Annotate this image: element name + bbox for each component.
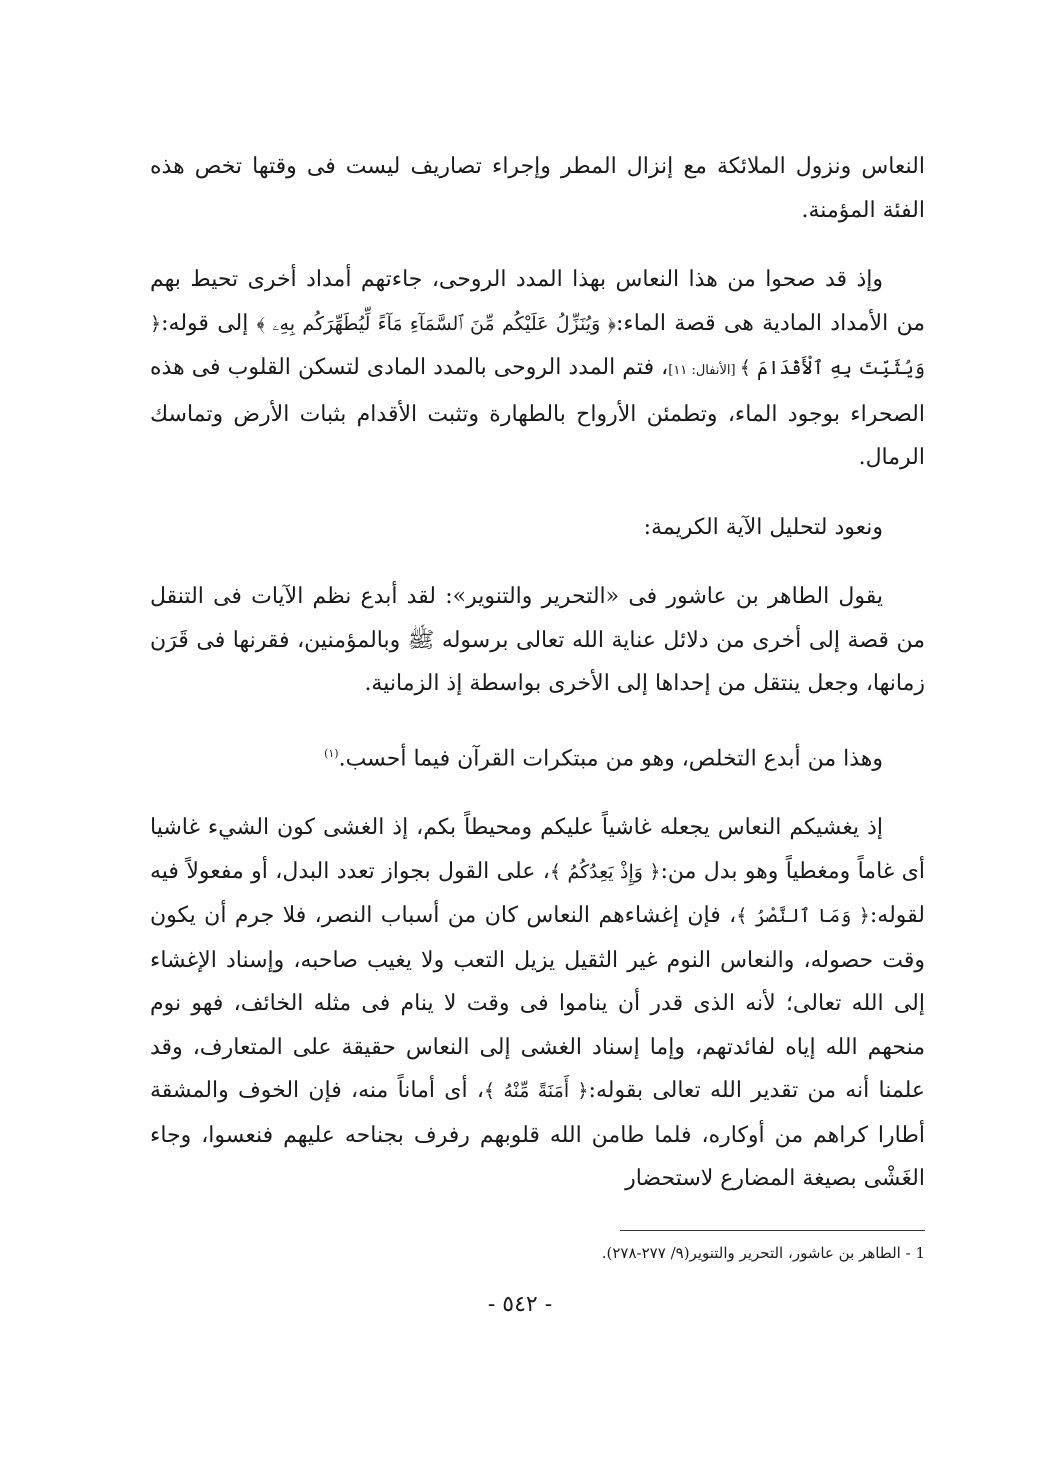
quran-verse-3: ﴿ وَإِذْ يَعِدُكُمُ ﴾ [549,860,661,883]
paragraph-6-text-a: إذ يغشيكم النعاس يجعله غاشياً عليكم ومحيطاً بكم، إذ الغشى كون الشيء غاشيا أى غاماً ومغطياً وهو بدل من: [150,815,926,884]
footnote-text: 1 - الطاهر بن عاشور، التحرير والتنوير(٩/ ٢٧٧-٢٧٨). [601,1244,925,1262]
quran-verse-5: ﴿ أَمَنَةً مِّنْهُ ﴾ [483,1080,589,1103]
paragraph-2-text-b: إلى قوله: [161,310,257,336]
paragraph-2-text-c: ، فتم المدد الروحى بالمدد المادى لتسكن القلوب فى هذه الصحراء بوجود الماء، وتطمئن الأرواح بالطهارة وتثبت الأقدام بثبات الأرض وتماسك الرمال. [150,355,925,470]
footnote-marker[interactable]: (١) [324,746,339,760]
quran-verse-1: ﴿ وَيُنَزِّلُ عَلَيْكُم مِّنَ ٱلسَّمَآءِ مَآءً لِّيُطَهِّرَكُم بِهِۦ ﴾ [256,312,616,335]
paragraph-1-text: النعاس ونزول الملائكة مع إنزال المطر وإجراء تصاريف ليست فى وقتها تخص هذه الفئة المؤمنة. [150,154,925,223]
paragraph-2-text-a: وإذ قد صحوا من هذا النعاس بهذا المدد الروحى، جاءتهم أمداد أخرى تحيط بهم من الأمداد المادية هى قصة الماء: [150,267,925,336]
paragraph-3-text: ونعود لتحليل الآية الكريمة: [643,514,883,540]
paragraph-2 [150,258,925,480]
paragraph-3 [150,506,925,550]
page-body [150,145,925,1227]
page-number: - ٥٤٢ - [487,1292,553,1317]
paragraph-6 [150,806,925,1201]
paragraph-6-text-b: ، على القول بجواز تعدد البدل، أو مفعولاً فيه لقوله: [150,858,925,929]
quran-verse-4: ﴿ وَمَا ٱلنَّصْرُ ﴾ [736,905,870,928]
paragraph-4-text: يقول الطاهر بن عاشور فى «التحرير والتنوير»: لقد أبدع نظم الآيات فى التنقل من قصة إلى أخرى من دلائل عناية الله تعالى برسوله ﷺ وبالمؤمنين، فقرنها فى قَرَن زمانها، وجعل ينتقل من إحداها إلى الأخرى بواسطة إذ الزمانية. [150,584,925,696]
paragraph-5 [150,732,925,781]
footnote [325,1244,925,1262]
paragraph-6-text-d: ، أى أماناً منه، فإن الخوف والمشقة أطارا كراهم من أوكاره، فلما طامن الله قلوبهم رفرف بجناحه عليهم فنعسوا، وجاء الغَشْى بصيغة المضارع لاستحضار [150,1078,925,1192]
footnote-divider [620,1230,925,1231]
paragraph-5-text: وهذا من أبدع التخلص، وهو من مبتكرات القرآن فيما أحسب. [338,745,883,771]
quran-verse-2: ﴿ وَيُثَبِّتَ بِهِ ٱلْأَقْدَامَ ﴾ [150,312,925,379]
paragraph-4 [150,575,925,706]
paragraph-1 [150,145,925,232]
surah-reference: [الأنفال: ١١] [668,363,740,378]
paragraph-6-text-c: ، فإن إغشاءهم النعاس كان من أسباب النصر، فلا جرم أن يكون وقت حصوله، والنعاس النوم غير الثقيل يزيل التعب ولا يغيب صاحبه، وإسناد الإغشاء إلى الله تعالى؛ لأنه الذى قدر أن يناموا فى وقت لا ينام فى مثله الخائف، فهو نوم منحهم الله إياه لفائدتهم، وإما إسناد الغشى إلى النعاس حقيقة على المتعارف، وقد علمنا أنه من تقدير الله تعالى بقوله: [150,903,926,1104]
